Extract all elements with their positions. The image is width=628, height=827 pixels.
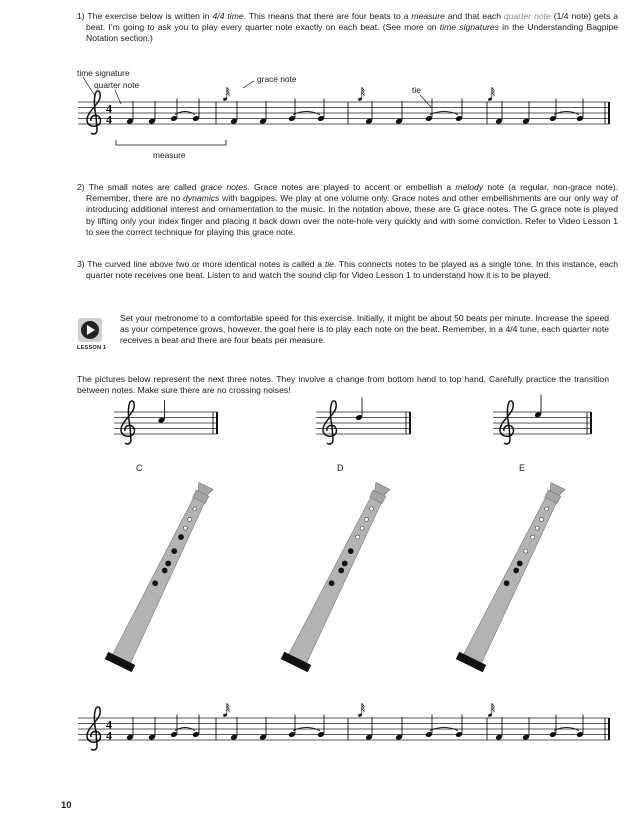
time-signature-top: 4 xyxy=(106,101,112,116)
chanter-body xyxy=(281,479,397,672)
note-staff-1 xyxy=(114,400,217,444)
page-number: 10 xyxy=(61,800,72,811)
note-label-d: D xyxy=(337,463,344,473)
note-staff-3 xyxy=(493,395,591,444)
chanter-tube xyxy=(462,494,561,666)
p1-text-i: in the Understanding Bagpipe Notation section.) xyxy=(86,22,618,44)
measure-bracket xyxy=(116,140,226,145)
note-label-e: E xyxy=(519,463,526,473)
note-label-c: C xyxy=(136,463,143,473)
lesson-text: Set your metronome to a comfortable speed for this exercise. Initially, it might be about 50 beats per minute. Increase the speed as your competence grows, however, the goal here is to play each note on the beat. Remember, in a 4/4 tune, each quarter note receives a beat and there are four beats per measure. xyxy=(120,313,609,346)
chanter-body xyxy=(456,479,572,672)
p1-text-a: 1) The exercise below is written in xyxy=(77,11,213,21)
label-time-signature: time signature xyxy=(77,68,130,78)
p2-text-g: with bagpipes. We play at one volume only. Grace notes and other embellishments are our only way of introducing additional interest and ornamentation to the music. In the notation above, these are G grace notes. The G grace note is played by lifting only your index finger and placing it back down over the note-hole very quickly and with some conviction. Refer to Video Lesson 1 to see the correct technique for playing this grace note. xyxy=(86,193,618,237)
label-tie: tie xyxy=(412,85,421,95)
p2-term-melody: melody xyxy=(455,182,484,192)
time-signature-top: 4 xyxy=(106,717,112,732)
p1-term-quarter-note: quarter note xyxy=(503,11,551,21)
p1-term-measure: measure xyxy=(411,11,445,21)
exercise-staff-1 xyxy=(78,77,609,145)
grace-note-icon xyxy=(488,703,495,717)
p3-text-a: 3) The curved line above two or more identical notes is called a xyxy=(77,259,325,269)
p1-term-time: 4/4 time xyxy=(212,11,244,21)
arrow-tie xyxy=(420,95,431,107)
chanter-body xyxy=(105,479,220,672)
label-measure: measure xyxy=(153,150,186,160)
chanter-tube xyxy=(287,494,386,666)
time-signature-bottom: 4 xyxy=(106,728,112,743)
quarter-note-icon xyxy=(355,398,363,421)
label-quarter-note: quarter note xyxy=(94,80,140,90)
exercise-staff-2 xyxy=(78,703,609,750)
p1-text-c: . This means that there are four beats to a xyxy=(243,11,412,21)
note-staff-2 xyxy=(316,398,410,445)
p2-term-grace-notes: grace notes xyxy=(200,182,248,192)
paragraph-4: The pictures below represent the next three notes. They involve a change from bottom hand to top hand. Carefully practice the transition between notes. Make sure there are no crossing noises! xyxy=(77,374,609,396)
label-grace-note: grace note xyxy=(257,74,297,84)
p2-text-e: note (a regular, non-grace note). Remember, there are no xyxy=(86,182,618,204)
p2-text-a: 2) The small notes are called xyxy=(77,182,201,192)
p2-term-dynamics: dynamics xyxy=(183,193,220,204)
chanter-tube xyxy=(111,494,209,666)
lesson-label: LESSON 1 xyxy=(77,345,107,351)
chanter-d xyxy=(281,479,397,672)
grace-note-icon xyxy=(223,87,230,101)
chanter-e xyxy=(456,479,572,672)
p1-text-e: and that each xyxy=(444,11,504,21)
treble-clef-icon xyxy=(87,91,100,134)
p1-text-g: (1/4 note) gets a beat. I’m going to ask you to play every quarter note exactly on each beat. (See more on xyxy=(86,11,618,33)
chanter-c xyxy=(105,479,220,672)
treble-clef-icon xyxy=(121,401,134,444)
arrow-grace-note xyxy=(243,81,254,88)
time-signature-bottom: 4 xyxy=(106,112,112,127)
p3-term-tie: tie xyxy=(324,259,334,269)
grace-note-icon xyxy=(358,87,365,101)
grace-note-icon xyxy=(358,703,365,717)
treble-clef-icon xyxy=(323,401,336,444)
treble-clef-icon xyxy=(87,707,100,750)
arrow-time-signature xyxy=(83,77,95,96)
grace-note-icon xyxy=(223,703,230,717)
treble-clef-icon xyxy=(500,401,513,444)
p2-text-c: . Grace notes are played to accent or embellish a xyxy=(247,182,456,192)
grace-note-icon xyxy=(488,87,495,101)
p3-text-c: . This connects notes to be played as a single tone. In this instance, each quarter note receives one beat. Listen to and watch the sound clip for Video Lesson 1 to understand how it is to be played. xyxy=(86,259,618,281)
quarter-note-icon xyxy=(534,395,542,418)
p1-term-time-signatures: time signatures xyxy=(439,22,499,33)
